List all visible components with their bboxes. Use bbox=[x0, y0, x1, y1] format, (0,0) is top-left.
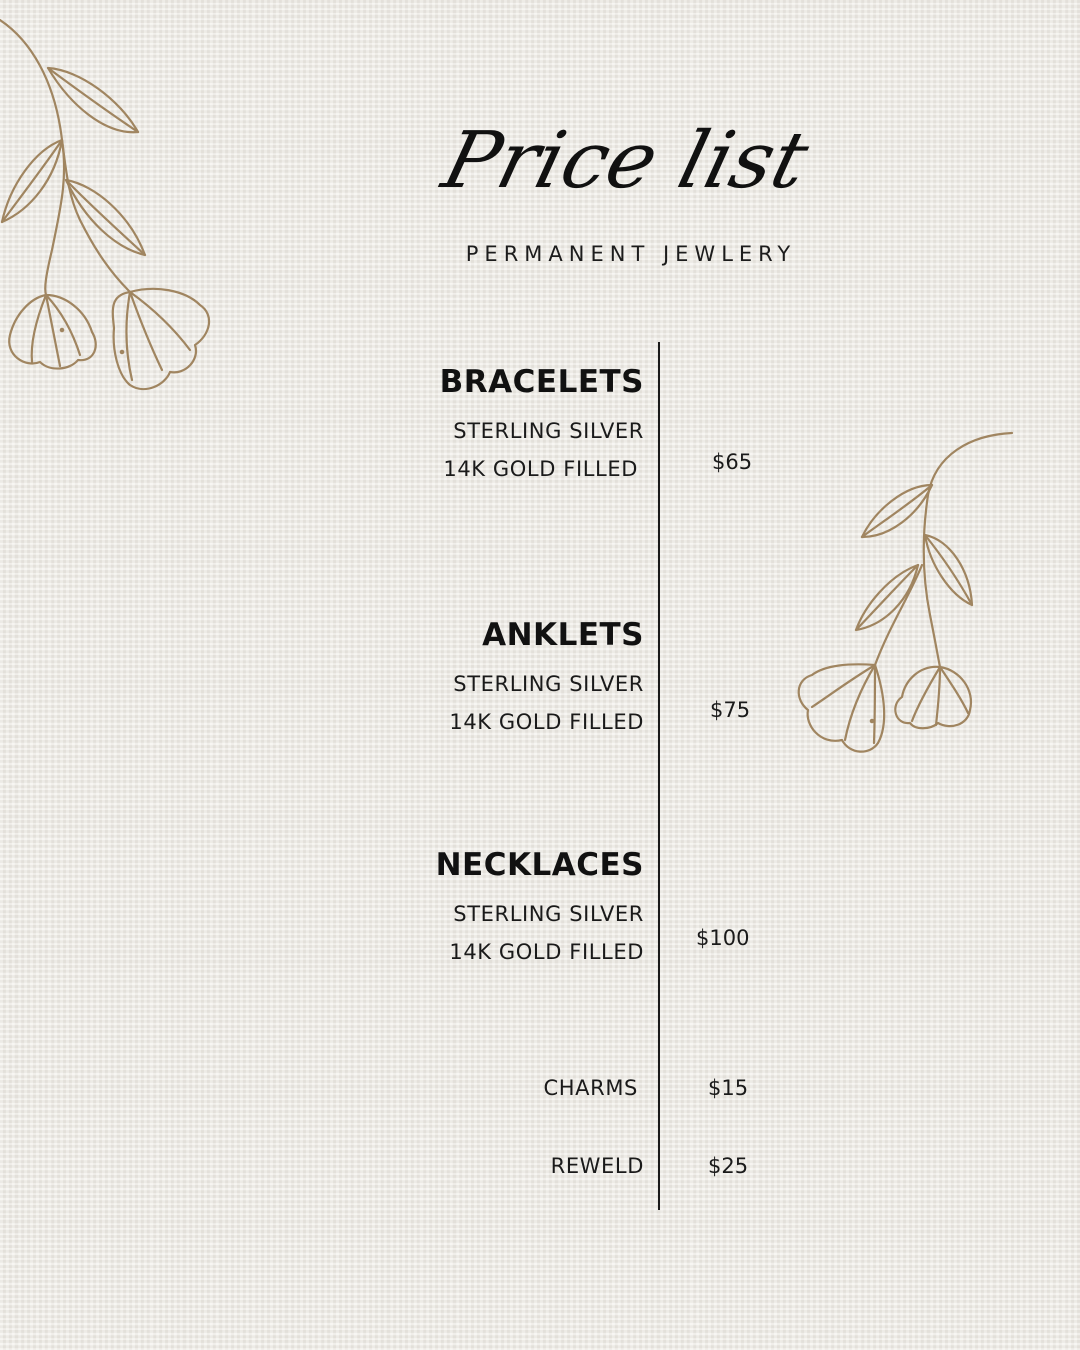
list-item: 14K GOLD FILLED bbox=[443, 457, 638, 481]
category-heading: ANKLETS bbox=[482, 617, 644, 653]
category-heading: NECKLACES bbox=[435, 847, 644, 883]
category-heading: BRACELETS bbox=[439, 364, 644, 400]
list-item: CHARMS bbox=[543, 1076, 638, 1100]
page-subtitle: PERMANENT JEWLERY bbox=[465, 242, 797, 266]
price-value: $65 bbox=[712, 450, 753, 474]
floral-branch-icon bbox=[790, 425, 1020, 760]
price-value: $75 bbox=[710, 698, 751, 722]
list-item: 14K GOLD FILLED bbox=[449, 710, 644, 734]
list-item: STERLING SILVER bbox=[453, 672, 644, 696]
title-text: Price list bbox=[434, 114, 808, 206]
price-value: $100 bbox=[696, 926, 750, 950]
price-value: $15 bbox=[708, 1076, 749, 1100]
price-value: $25 bbox=[708, 1154, 749, 1178]
list-item: STERLING SILVER bbox=[453, 902, 644, 926]
column-divider bbox=[658, 342, 660, 1210]
list-item: 14K GOLD FILLED bbox=[449, 940, 644, 964]
floral-branch-icon bbox=[0, 10, 230, 400]
title-script bbox=[420, 95, 840, 235]
page-title bbox=[420, 95, 840, 235]
list-item: STERLING SILVER bbox=[453, 419, 644, 443]
list-item: REWELD bbox=[550, 1154, 644, 1178]
